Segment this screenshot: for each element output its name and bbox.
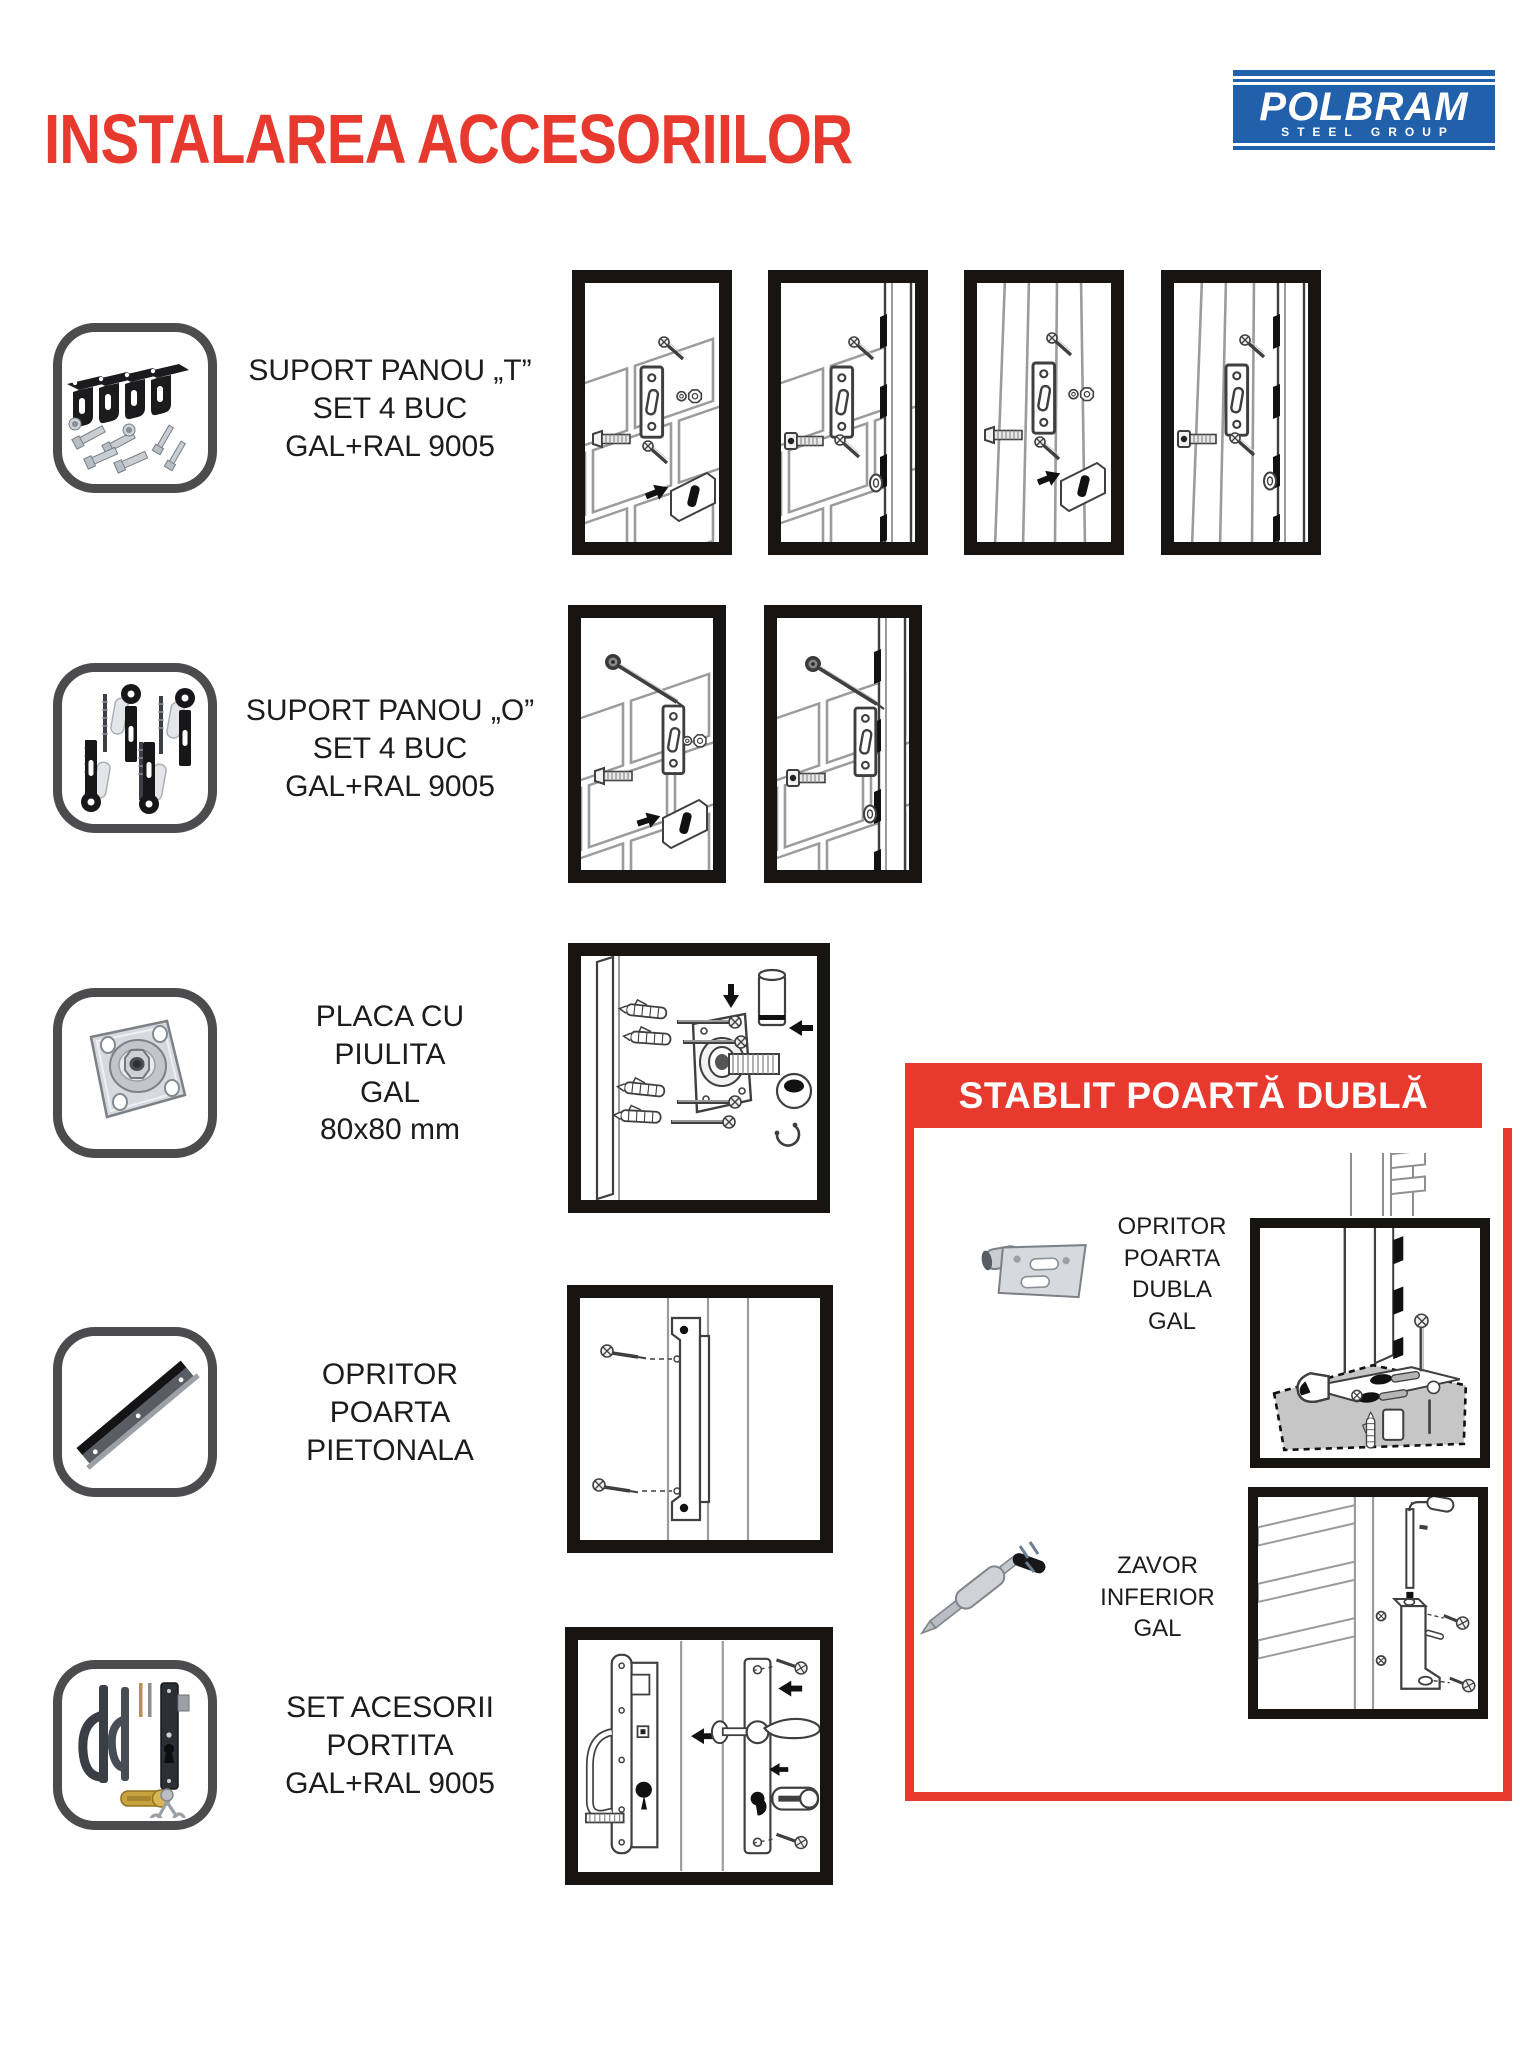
double-gate-panel bbox=[905, 1063, 1512, 1801]
product-label-opritor-pietonala bbox=[215, 1356, 565, 1469]
plate-with-nut-photo-icon bbox=[65, 1000, 205, 1146]
label-line: SET ACESORII bbox=[286, 1691, 494, 1724]
label-line: GAL+RAL 9005 bbox=[285, 769, 495, 803]
logo-brand: POLBRAM bbox=[1259, 85, 1469, 129]
label-line: GAL bbox=[1133, 1615, 1182, 1643]
diagram-placa-cu-piulita bbox=[568, 943, 830, 1213]
label-line: GAL+RAL 9005 bbox=[285, 1766, 495, 1800]
diagram-suport-t-step-1 bbox=[572, 270, 732, 555]
product-photo-set-acesorii bbox=[53, 1660, 217, 1830]
page-title: INSTALAREA ACCESORIILOR bbox=[44, 99, 853, 178]
product-photo-suport-panou-t bbox=[53, 323, 217, 493]
product-label-placa-cu-piulita bbox=[215, 998, 565, 1149]
diagram-zavor-inferior bbox=[1248, 1487, 1488, 1719]
logo-stripe bbox=[1233, 143, 1495, 146]
opritor-dubla-photo bbox=[967, 1213, 1117, 1323]
label-line: PIETONALA bbox=[306, 1433, 474, 1467]
label-line: PLACA CU bbox=[315, 1000, 465, 1033]
label-line: OPRITOR bbox=[1117, 1213, 1227, 1240]
label-line: POARTA bbox=[1123, 1244, 1221, 1272]
label-line: 80x80 mm bbox=[319, 1113, 461, 1147]
diagram-suport-t-step-4 bbox=[1161, 270, 1321, 555]
gate-post-top-art bbox=[1325, 1153, 1455, 1216]
label-line: GAL bbox=[1147, 1308, 1197, 1336]
t-brackets-photo-icon bbox=[65, 335, 205, 481]
product-photo-opritor-pietonala bbox=[53, 1327, 217, 1497]
label-line: SET 4 BUC bbox=[312, 731, 468, 765]
opritor-dubla-label bbox=[1097, 1211, 1247, 1338]
gate-lock-set-photo-icon bbox=[65, 1672, 205, 1818]
logo-stripe bbox=[1233, 76, 1495, 79]
diagram-set-acesorii bbox=[565, 1627, 833, 1885]
double-gate-panel-title: STABLIT POARTĂ DUBLĂ bbox=[905, 1063, 1482, 1128]
diagram-suport-o-step-2 bbox=[764, 605, 922, 883]
diagram-opritor-dubla bbox=[1250, 1218, 1490, 1468]
label-line: OPRITOR bbox=[321, 1358, 459, 1391]
product-label-set-acesorii bbox=[215, 1689, 565, 1802]
label-line: INFERIOR bbox=[1100, 1583, 1215, 1611]
product-photo-suport-panou-o bbox=[53, 663, 217, 833]
o-supports-photo-icon bbox=[65, 675, 205, 821]
label-line: GAL+RAL 9005 bbox=[285, 429, 495, 463]
diagram-opritor-pietonala bbox=[567, 1285, 833, 1553]
product-label-suport-panou-o bbox=[215, 692, 565, 805]
logo-subtitle: STEEL GROUP bbox=[1281, 125, 1455, 139]
label-line: GAL bbox=[359, 1075, 421, 1109]
label-line: PIULITA bbox=[334, 1037, 446, 1071]
diagram-suport-o-step-1 bbox=[568, 605, 726, 883]
label-line: SET 4 BUC bbox=[312, 391, 468, 425]
zavor-inferior-photo bbox=[920, 1518, 1080, 1658]
polbram-logo bbox=[1233, 70, 1495, 150]
label-line: DUBLA bbox=[1131, 1276, 1213, 1304]
product-photo-placa-cu-piulita bbox=[53, 988, 217, 1158]
label-line: SUPORT PANOU „T” bbox=[248, 354, 532, 387]
label-line: SUPORT PANOU „O” bbox=[245, 694, 535, 727]
label-line: POARTA bbox=[329, 1395, 451, 1429]
gate-stop-bar-photo-icon bbox=[65, 1339, 205, 1485]
zavor-inferior-label bbox=[1090, 1550, 1225, 1645]
diagram-suport-t-step-3 bbox=[964, 270, 1124, 555]
diagram-suport-t-step-2 bbox=[768, 270, 928, 555]
label-line: PORTITA bbox=[326, 1728, 454, 1762]
product-label-suport-panou-t bbox=[215, 352, 565, 465]
label-line: ZAVOR bbox=[1117, 1552, 1198, 1579]
